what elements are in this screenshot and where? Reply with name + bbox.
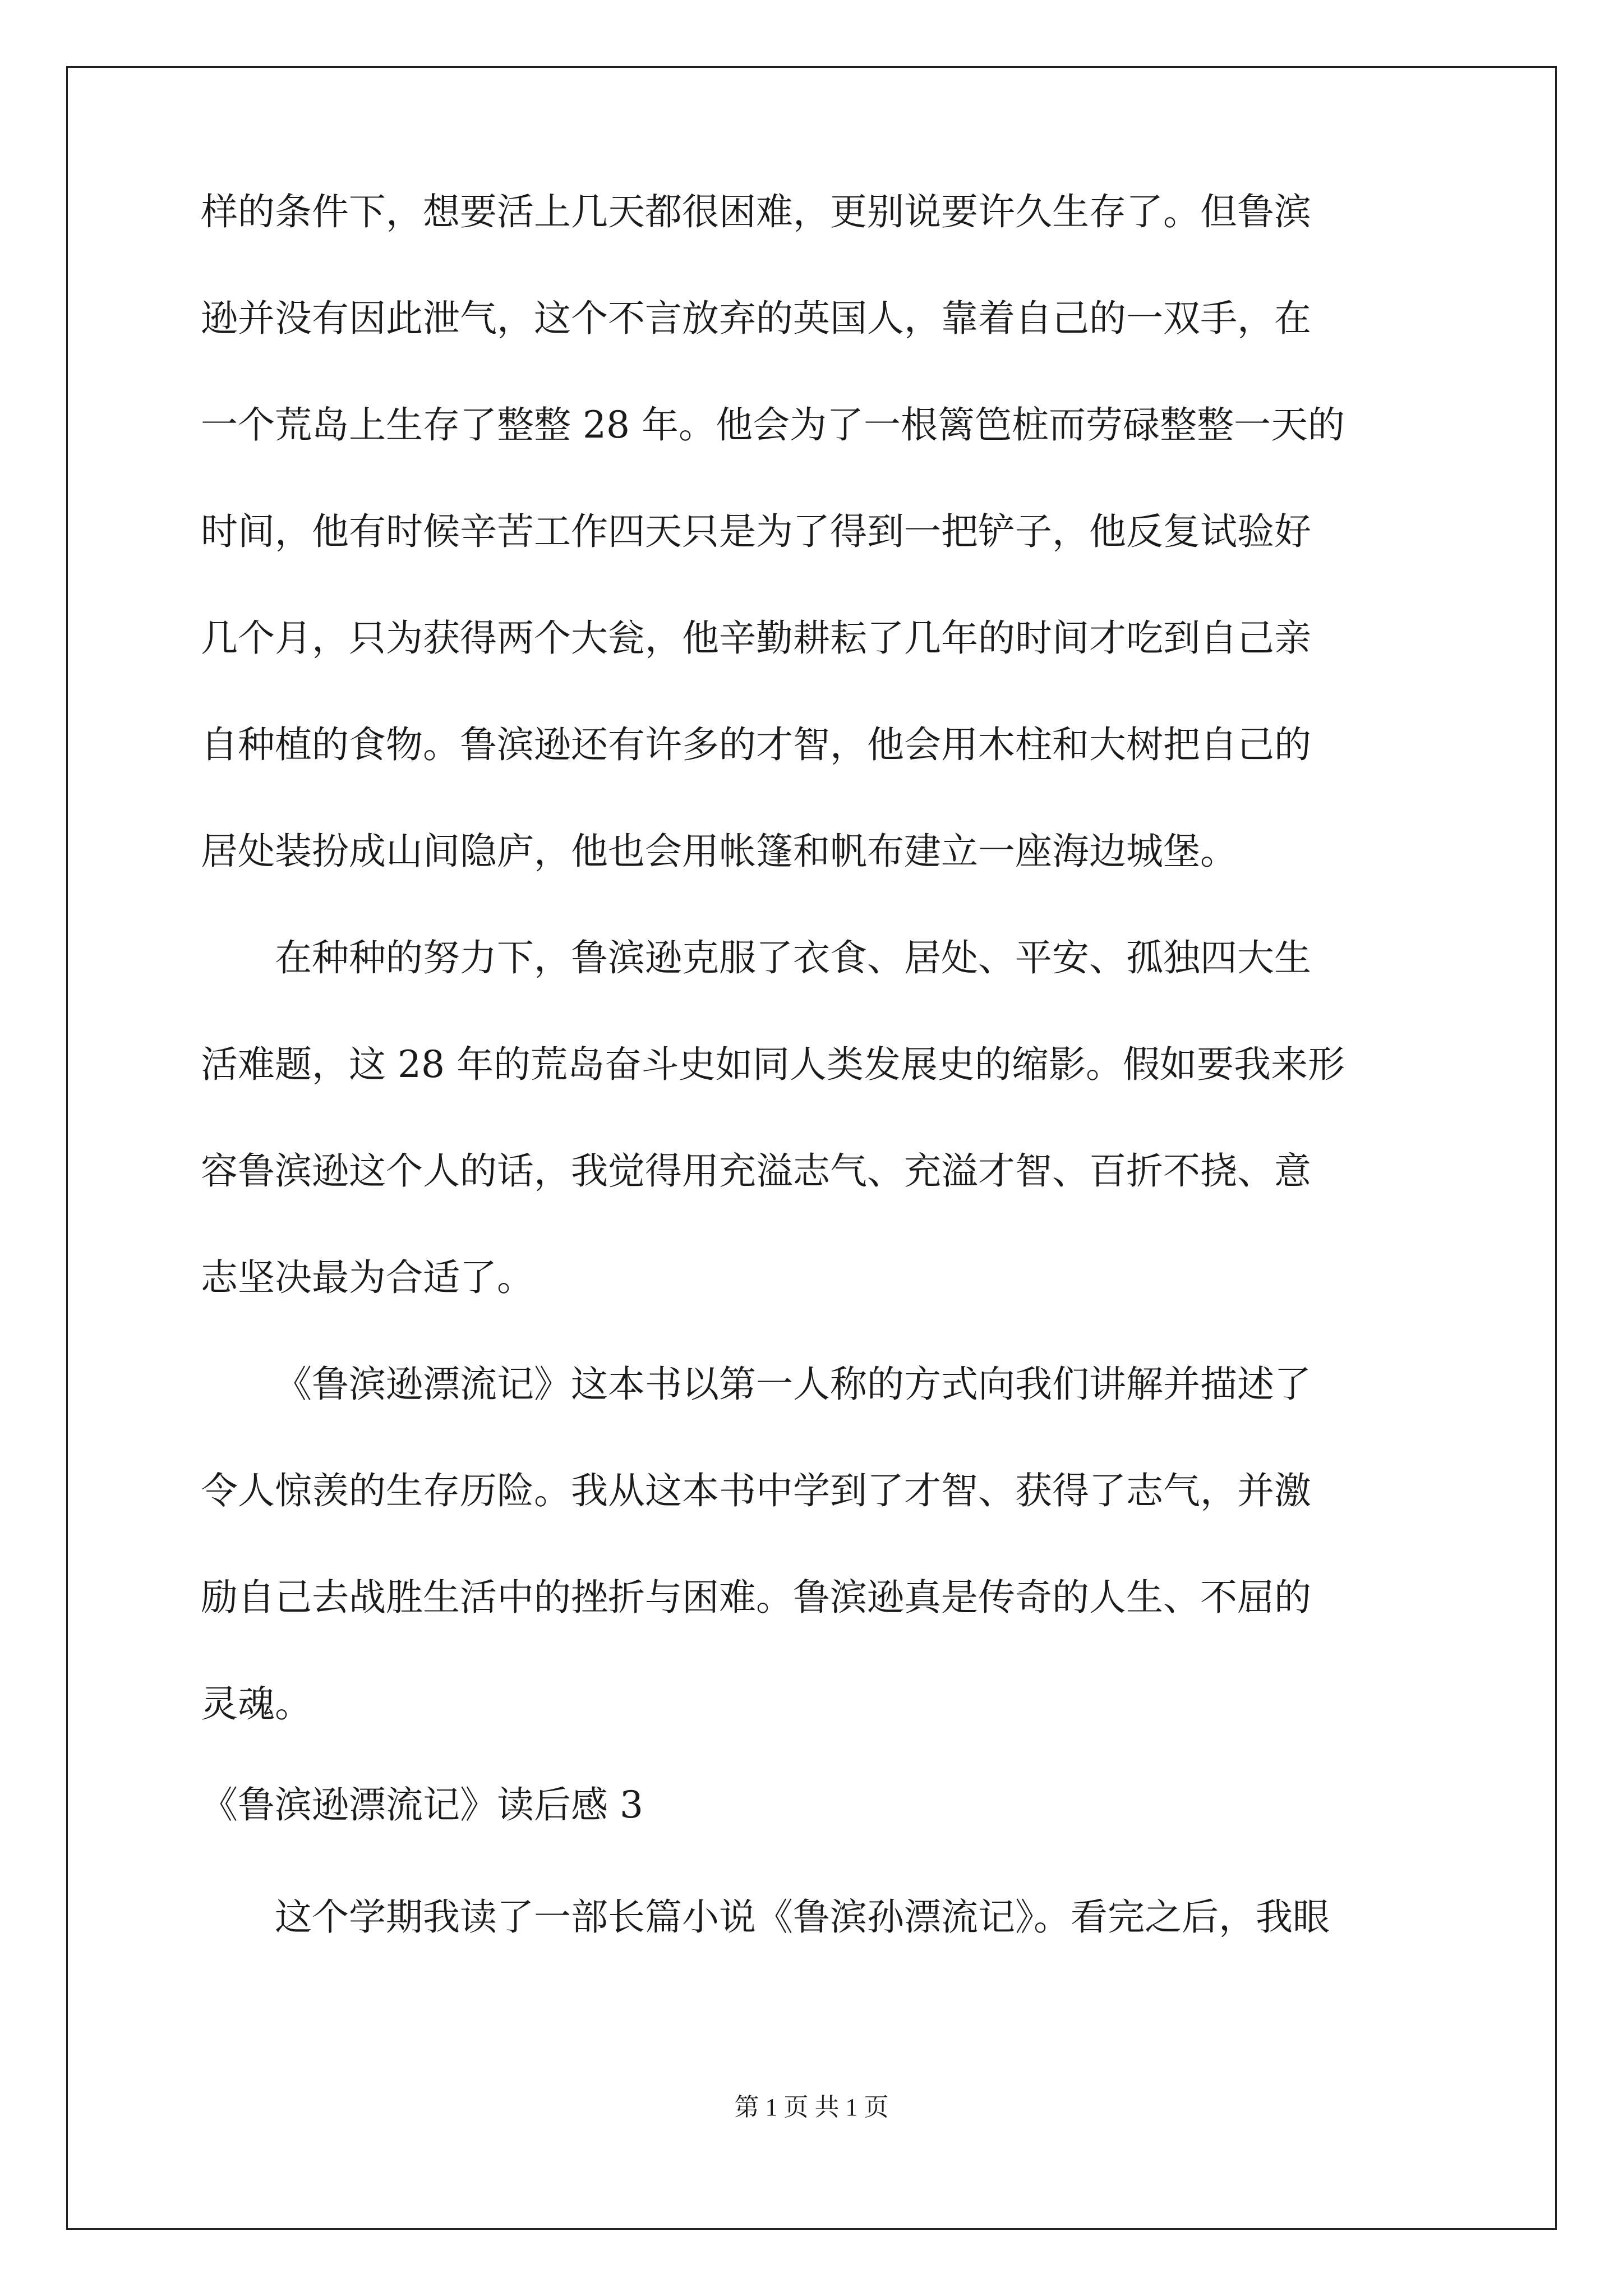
text-line: 容鲁滨逊这个人的话，我觉得用充溢志气、充溢才智、百折不挠、意: [201, 1149, 1311, 1193]
text-line: 这个学期我读了一部长篇小说《鲁滨孙漂流记》。看完之后，我眼: [275, 1895, 1330, 1939]
text-line: 活难题，这 28 年的荒岛奋斗史如同人类发展史的缩影。假如要我来形: [201, 1043, 1345, 1086]
text-line: 令人惊羡的生存历险。我从这本书中学到了才智、获得了志气，并激: [201, 1469, 1311, 1512]
text-line: 逊并没有因此泄气，这个不言放弃的英国人，靠着自己的一双手，在: [201, 297, 1311, 340]
text-line: 自种植的食物。鲁滨逊还有许多的才智，他会用木柱和大树把自己的: [201, 723, 1311, 766]
page-footer: 第 1 页 共 1 页: [734, 2093, 889, 2121]
text-line: 一个荒岛上生存了整整 28 年。他会为了一根篱笆桩而劳碌整整一天的: [201, 403, 1345, 447]
text-line: 时间，他有时候辛苦工作四天只是为了得到一把铲子，他反复试验好: [201, 510, 1311, 553]
text-line: 在种种的努力下，鲁滨逊克服了衣食、居处、平安、孤独四大生: [275, 936, 1311, 979]
text-line: 志坚决最为合适了。: [201, 1256, 534, 1299]
text-line: 《鲁滨逊漂流记》这本书以第一人称的方式向我们讲解并描述了: [275, 1363, 1311, 1406]
text-line: 居处装扮成山间隐庐，他也会用帐篷和帆布建立一座海边城堡。: [201, 830, 1237, 873]
section-heading: 《鲁滨逊漂流记》读后感 3: [201, 1783, 643, 1826]
text-line: 几个月，只为获得两个大瓮，他辛勤耕耘了几年的时间才吃到自己亲: [201, 616, 1311, 660]
text-line: 样的条件下，想要活上几天都很困难，更别说要许久生存了。但鲁滨: [201, 190, 1311, 233]
text-line: 灵魂。: [201, 1682, 312, 1726]
text-line: 励自己去战胜生活中的挫折与困难。鲁滨逊真是传奇的人生、不屈的: [201, 1576, 1311, 1619]
